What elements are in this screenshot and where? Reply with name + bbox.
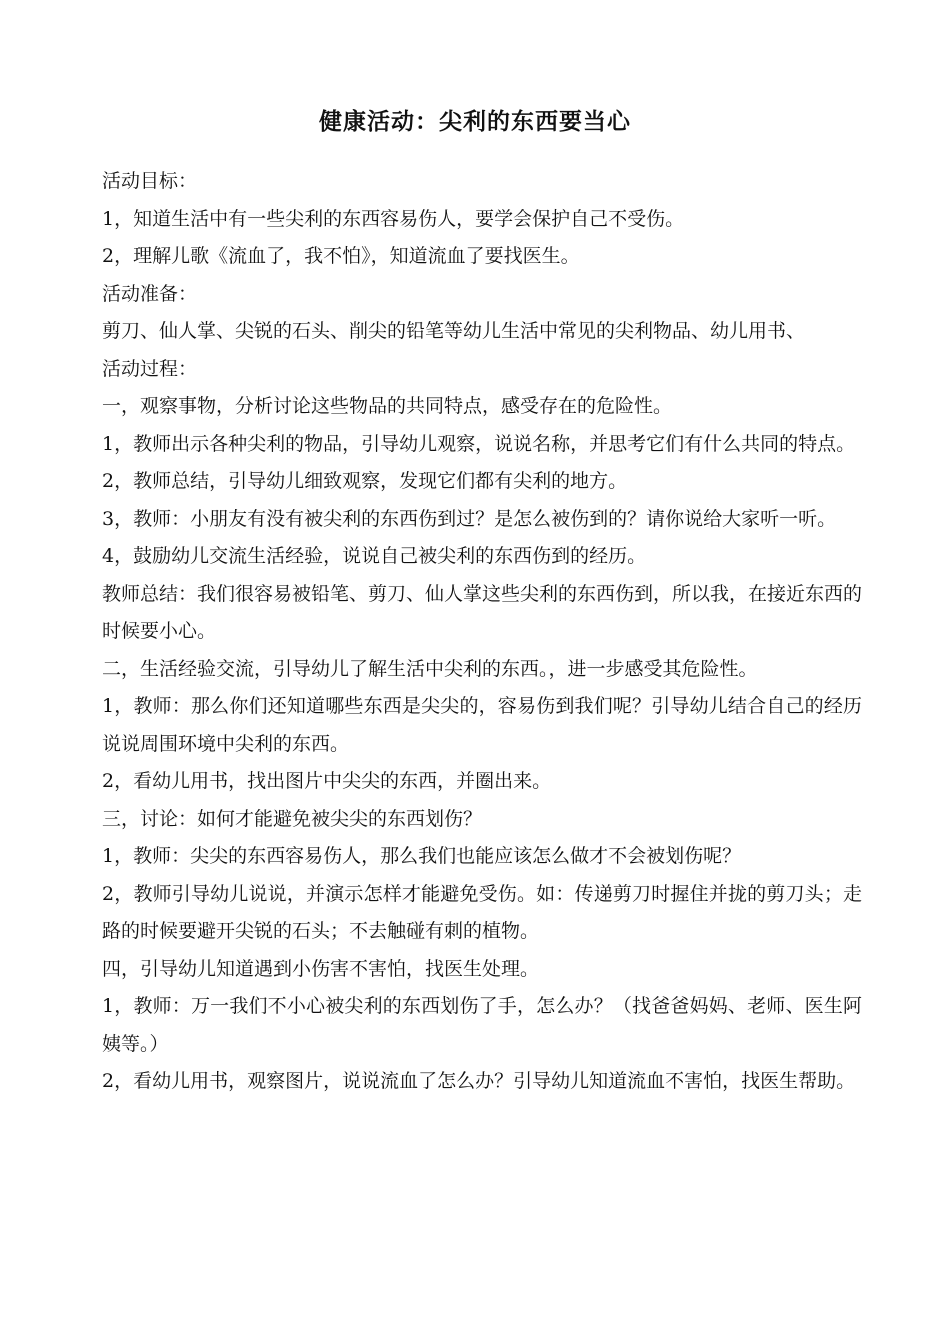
paragraph: 2，教师引导幼儿说说，并演示怎样才能避免受伤。如：传递剪刀时握住并拢的剪刀头；走路的时候要避开尖锐的石头；不去触碰有刺的植物。 <box>102 882 862 942</box>
document-title: 健康活动：尖利的东西要当心 <box>319 109 631 135</box>
document-body <box>102 163 862 1101</box>
paragraph: 3，教师：小朋友有没有被尖利的东西伤到过？是怎么被伤到的？请你说给大家听一听。 <box>102 507 837 530</box>
paragraph: 剪刀、仙人掌、尖锐的石头、削尖的铅笔等幼儿生活中常见的尖利物品、幼儿用书、 <box>102 320 806 342</box>
paragraph: 1，知道生活中有一些尖利的东西容易伤人，要学会保护自己不受伤。 <box>102 207 685 230</box>
paragraph: 4，鼓励幼儿交流生活经验，说说自己被尖利的东西伤到的经历。 <box>102 545 647 567</box>
paragraph: 1，教师：万一我们不小心被尖利的东西划伤了手，怎么办？（找爸爸妈妈、老师、医生阿姨等。） <box>102 995 862 1055</box>
paragraph: 2，看幼儿用书，找出图片中尖尖的东西，并圈出来。 <box>102 770 552 792</box>
paragraph: 1，教师：尖尖的东西容易伤人，那么我们也能应该怎么做才不会被划伤呢？ <box>102 845 742 867</box>
paragraph: 2，理解儿歌《流血了，我不怕》，知道流血了要找医生。 <box>102 245 580 267</box>
paragraph: 1，教师：那么你们还知道哪些东西是尖尖的，容易伤到我们呢？引导幼儿结合自己的经历说说周围环境中尖利的东西。 <box>102 695 862 755</box>
section-heading-process: 活动过程： <box>102 357 198 380</box>
paragraph: 2，看幼儿用书，观察图片，说说流血了怎么办？引导幼儿知道流血不害怕，找医生帮助。 <box>102 1070 856 1092</box>
paragraph: 1，教师出示各种尖利的物品，引导幼儿观察，说说名称，并思考它们有什么共同的特点。 <box>102 432 856 455</box>
paragraph: 教师总结：我们很容易被铅笔、剪刀、仙人掌这些尖利的东西伤到，所以我，在接近东西的时候要小心。 <box>102 582 863 642</box>
paragraph: 一，观察事物，分析讨论这些物品的共同特点，感受存在的危险性。 <box>102 395 673 417</box>
paragraph: 2，教师总结，引导幼儿细致观察，发现它们都有尖利的地方。 <box>102 470 628 492</box>
section-heading-preparation: 活动准备： <box>102 282 198 305</box>
paragraph: 四，引导幼儿知道遇到小伤害不害怕，找医生处理。 <box>102 957 540 980</box>
section-heading-goals: 活动目标： <box>102 170 198 192</box>
paragraph: 二，生活经验交流，引导幼儿了解生活中尖利的东西。，进一步感受其危险性。 <box>102 657 758 680</box>
paragraph: 三，讨论：如何才能避免被尖尖的东西划伤？ <box>102 807 483 830</box>
